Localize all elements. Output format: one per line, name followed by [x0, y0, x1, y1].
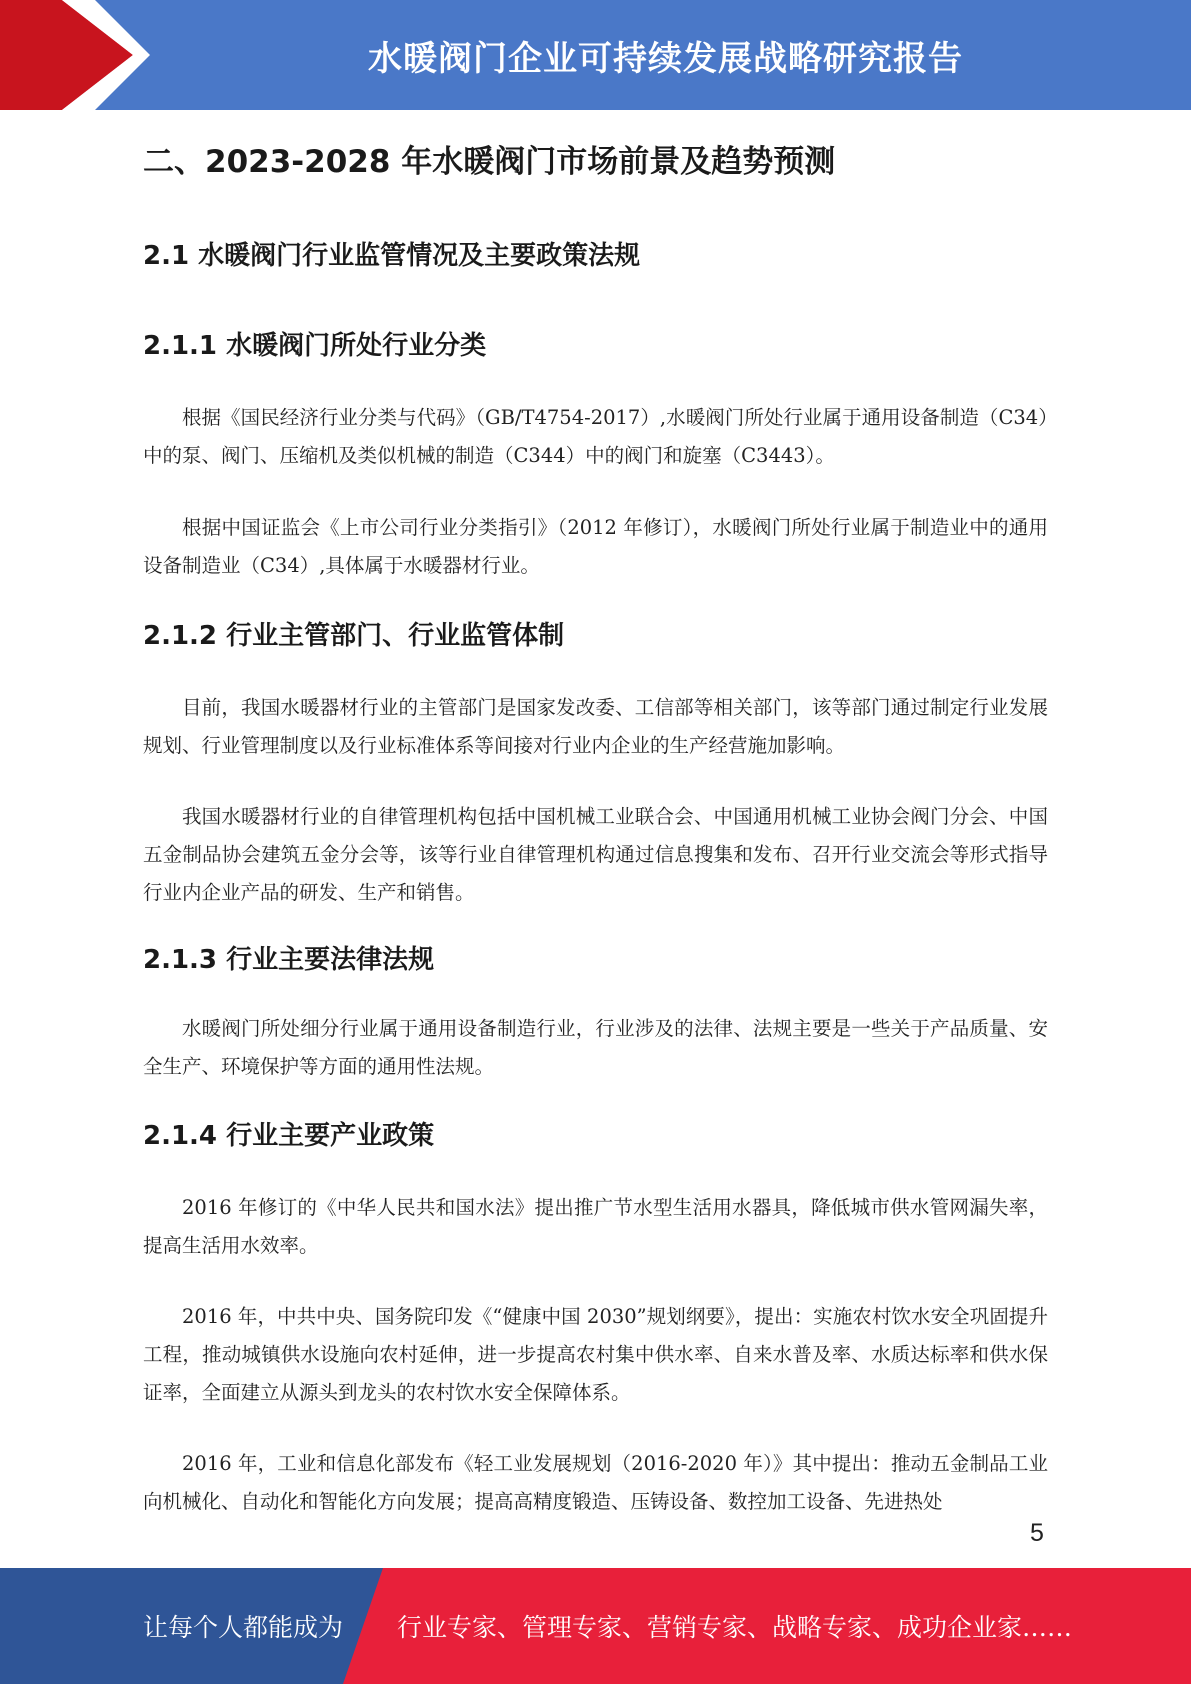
- footer-slogan-right: 行业专家、管理专家、营销专家、战略专家、成功企业家……: [397, 1613, 1073, 1642]
- document-body: [143, 130, 1048, 1521]
- section-2-1-2-paragraph-2: 我国水暖器材行业的自律管理机构包括中国机械工业联合会、中国通用机械工业协会阀门分会、中国五金制品协会建筑五金分会等，该等行业自律管理机构通过信息搜集和发布、召开行业交流会等形式指导行业内企业产品的研发、生产和销售。: [143, 805, 1048, 904]
- section-2-1-4-paragraph-2: 2016 年，中共中央、国务院印发《“健康中国 2030”规划纲要》，提出：实施农村饮水安全巩固提升工程，推动城镇供水设施向农村延伸，进一步提高农村集中供水率、自来水普及率、水质达标率和供水保证率，全面建立从源头到龙头的农村饮水安全保障体系。: [143, 1305, 1048, 1404]
- section-2-1-title: 2.1 水暖阀门行业监管情况及主要政策法规: [143, 241, 641, 271]
- page-number: 5: [1030, 1519, 1044, 1547]
- chapter-title: 二、2023-2028 年水暖阀门市场前景及趋势预测: [143, 144, 836, 180]
- section-2-1-4-title: 2.1.4 行业主要产业政策: [143, 1121, 435, 1151]
- section-2-1-4-paragraph-1: 2016 年修订的《中华人民共和国水法》提出推广节水型生活用水器具，降低城市供水管网漏失率，提高生活用水效率。: [143, 1196, 1048, 1257]
- section-2-1-1-title: 2.1.1 水暖阀门所处行业分类: [143, 331, 487, 361]
- report-title: 水暖阀门企业可持续发展战略研究报告: [368, 38, 963, 79]
- section-2-1-1-paragraph-1: 根据《国民经济行业分类与代码》（GB/T4754-2017）,水暖阀门所处行业属于通用设备制造（C34）中的泵、阀门、压缩机及类似机械的制造（C344）中的阀门和旋塞（C3443）。: [143, 406, 1048, 467]
- section-2-1-2-title: 2.1.2 行业主管部门、行业监管体制: [143, 621, 565, 651]
- footer-slogan-left: 让每个人都能成为: [143, 1613, 344, 1642]
- footer-banner: [0, 1568, 1191, 1684]
- header-red-arrow: [0, 0, 150, 110]
- section-2-1-4-paragraph-3: 2016 年，工业和信息化部发布《轻工业发展规划（2016-2020 年）》其中提出：推动五金制品工业向机械化、自动化和智能化方向发展；提高高精度锻造、压铸设备、数控加工设备、先进热处: [143, 1452, 1048, 1513]
- header-banner: [0, 0, 1191, 110]
- section-2-1-1-paragraph-2: 根据中国证监会《上市公司行业分类指引》（2012 年修订），水暖阀门所处行业属于制造业中的通用设备制造业（C34）,具体属于水暖器材行业。: [143, 516, 1048, 577]
- section-2-1-2-paragraph-1: 目前，我国水暖器材行业的主管部门是国家发改委、工信部等相关部门，该等部门通过制定行业发展规划、行业管理制度以及行业标准体系等间接对行业内企业的生产经营施加影响。: [143, 696, 1048, 757]
- section-2-1-3-paragraph-1: 水暖阀门所处细分行业属于通用设备制造行业，行业涉及的法律、法规主要是一些关于产品质量、安全生产、环境保护等方面的通用性法规。: [143, 1017, 1048, 1078]
- section-2-1-3-title: 2.1.3 行业主要法律法规: [143, 945, 435, 975]
